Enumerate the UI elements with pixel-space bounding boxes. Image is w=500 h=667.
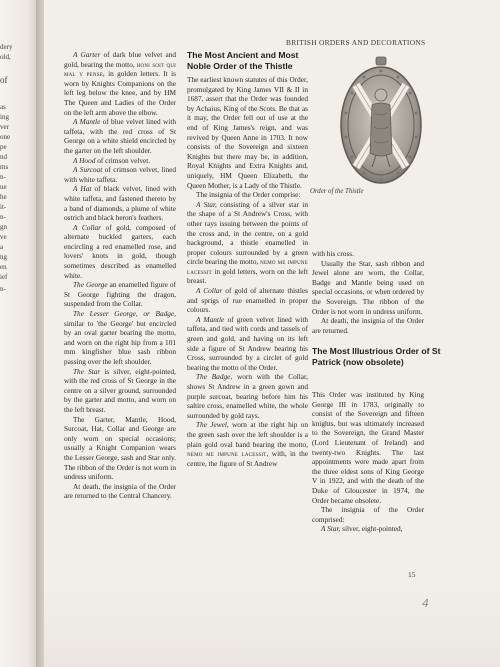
term-george: The George: [73, 280, 108, 290]
text: of black velvet, lined with white taffeta, and fastened thereto by a band of diamonds, a plume of white ostrich and black heron's feathers.: [64, 184, 176, 223]
text: , in golden letters. It is worn by Knights Companions on the left leg below the knee, and by HM The Queen and Ladies of the Order on the left arm above the elbow.: [64, 69, 176, 117]
paragraph-hood: [64, 156, 176, 166]
motto: honi soit qui mal y pense: [64, 59, 176, 79]
text: of crimson velvet, lined with white taffeta.: [64, 165, 176, 184]
facing-page-fragment: n-: [0, 173, 6, 181]
text: of gold, composed of alternate buckled garters, each encircling a red enamelled rose, and lovers' knots in gold, though sometimes described as enamelled white.: [64, 222, 176, 280]
column-thistle: [187, 50, 308, 468]
section-heading-thistle: The Most Ancient and Most Noble Order of the Thistle: [187, 50, 299, 71]
paragraph-thistle-death: At death, the insignia of the Order are returned.: [312, 316, 424, 335]
page-lower-margin: [44, 580, 500, 667]
paragraph-thistle-insignia-intro: The insignia of the Order comprise:: [196, 190, 301, 200]
paragraph-thistle-history: The earliest known statutes of this Order, promulgated by King James VII & II in 1687, assert that the Order was founded by Achaius, King of the Scots. Be that as it may, the Order fell out of use at the end of King James's reign, and was revived by Queen Anne in 1703. It now consists of the Sovereign and sixteen Knights but there may be, in addition, Royal Knights and Extra Knights and, uniquely, HM Queen Elizabeth, the Queen Mother, is a Lady of the Thistle.: [187, 75, 308, 190]
paragraph-thistle-jewel: [187, 420, 308, 468]
motto: nemo me impune lacessit: [187, 449, 267, 459]
facing-page-fragment: dery: [0, 43, 13, 51]
column-st-patrick: [312, 390, 424, 534]
term-jewel: The Jewel,: [196, 420, 229, 430]
facing-page-fragment: he: [0, 193, 7, 201]
facing-page-fragment: ue: [0, 183, 7, 191]
term-star: The Star: [73, 366, 101, 376]
paragraph-st-patrick-history: This Order was instituted by King George III in 1783, originally to consist of the Sovereign and fifteen knights, but was ultimately increased to the Sovereign, the Grand Master (Lord Lieutenant of Ireland) and twenty-two Knights. The last appointments were made apart from the three eldest sons of King George V in 1922, and with the death of the Duke of Gloucester in 1974, the Order became obsolete.: [312, 390, 424, 505]
paragraph-thistle-badge: [187, 372, 308, 420]
term-lesser-george: The Lesser George, or Badge,: [73, 309, 176, 319]
term-mantle: A Mantle: [196, 314, 225, 324]
paragraph-lesser-george: [64, 309, 176, 367]
term-hat: A Hat: [73, 184, 92, 194]
figure-caption: Order of the Thistle: [310, 188, 364, 195]
facing-page-fragment: as: [0, 103, 6, 111]
text: of dark blue velvet and gold, bearing the motto,: [64, 50, 176, 69]
facing-page-fragment: ms: [0, 163, 9, 171]
term-mantle: A Mantle: [73, 117, 101, 127]
paragraph-thistle-usage: Usually the Star, sash ribbon and Jewel alone are worn, the Collar, Badge and Mantle being used on special occasions, or when ordered by the Sovereign. The ribbon of the Order is not worn in undress uniform.: [312, 258, 424, 316]
text: of gold of alternate thistles and sprigs of rue enamelled in proper colours.: [187, 286, 308, 315]
text: , with, in the centre, the figure of St Andrew: [187, 449, 309, 468]
term-star: A Star,: [196, 199, 217, 209]
text: silver, eight-pointed,: [340, 524, 403, 534]
paragraph-thistle-collar: [187, 286, 308, 315]
paragraph-mantle: [64, 117, 176, 155]
paragraph-surcoat: [64, 165, 176, 184]
term-collar: A Collar: [73, 222, 101, 232]
paragraph-continuation: with his cross.: [312, 249, 354, 258]
order-of-the-thistle-badge-icon: [336, 55, 426, 190]
facing-page-fragment: ver: [0, 123, 9, 131]
text: is silver, eight-pointed, with the red cross of St George in the centre on a silver ground, surrounded by the garter and motto, and worn on the left breast.: [64, 366, 176, 414]
paragraph-hat: [64, 184, 176, 222]
paragraph-thistle-mantle: [187, 315, 308, 373]
text: in gold letters, worn on the left breast.: [187, 266, 308, 286]
facing-page-fragment: ing: [0, 113, 9, 121]
paragraph-george: [64, 280, 176, 309]
term-badge: The Badge,: [196, 372, 233, 382]
column-garter-insignia: [64, 50, 176, 501]
page-number: 15: [408, 570, 416, 579]
facing-page-fragment: nd: [0, 153, 7, 161]
facing-page-fragment: ief: [0, 273, 8, 281]
term-hood: A Hood: [73, 155, 96, 165]
running-head: BRITISH ORDERS AND DECORATIONS: [286, 38, 426, 47]
facing-page-fragment: ng: [0, 253, 7, 261]
facing-page-fragment: ve: [0, 233, 7, 241]
facing-page-fragment: gn: [0, 223, 7, 231]
facing-page-fragment: one: [0, 133, 11, 141]
facing-page-edge: [0, 0, 40, 667]
paragraph-collar: [64, 223, 176, 281]
text: of crimson velvet.: [95, 155, 151, 165]
term-surcoat: A Surcoat: [73, 165, 103, 175]
text: worn with the Collar, shows St Andrew in a green gown and purple surcoat, bearing before him his saltire cross, enamelled white, the whole surrounded by gold rays.: [187, 372, 308, 420]
column-thistle-continued: [312, 249, 424, 335]
text: an enamelled figure of St George fighting the dragon, suspended from the Collar.: [64, 280, 176, 309]
facing-page-fragment: a: [0, 243, 4, 251]
paragraph-garter-death: At death, the insignia of the Order are returned to the Central Chancery.: [64, 481, 176, 501]
paragraph-st-patrick-star: [312, 524, 424, 534]
term-collar: A Collar: [196, 286, 223, 296]
facing-page-fragment: pe: [0, 143, 7, 151]
pencil-annotation: 4: [422, 597, 429, 610]
text: consisting of a silver star in the shape of a St Andrew's Cross, with other rays issuing between the points of the cross and, in the centre, on a gold background, a thistle enamelled in proper colours surrounded by a green circle bearing the motto,: [187, 199, 308, 267]
paragraph-special-occasions: The Garter, Mantle, Hood, Surcoat, Hat, Collar and George are only worn on special occasions; usually a Knight Companion wears the Lesser George, sash and Star only. The ribbon of the Order is not worn in undress uniform.: [64, 414, 176, 482]
facing-page-fragment: old,: [0, 53, 11, 61]
text: of blue velvet lined with taffeta, with the red cross of St George on a white shield encircled by the garter on the left shoulder.: [64, 117, 176, 155]
paragraph-st-patrick-insignia-intro: The insignia of the Order comprised:: [312, 505, 424, 524]
facing-page-fragment: en: [0, 263, 7, 271]
term-garter: A Garter: [73, 50, 101, 59]
section-heading-st-patrick: The Most Illustrious Order of St Patrick (now obsolete): [312, 346, 441, 367]
facing-page-fragment: it-: [0, 203, 7, 211]
facing-page-fragment: of: [0, 75, 8, 85]
paragraph-garter: [64, 50, 176, 117]
paragraph-star: [64, 367, 176, 415]
text: worn at the right hip on the green sash over the left shoulder is a plain gold oval band bearing the motto,: [187, 420, 308, 449]
paragraph-thistle-star: [187, 200, 308, 286]
motto: nemo me impune lacessit: [187, 257, 308, 276]
facing-page-fragment: n-: [0, 285, 6, 293]
facing-page-fragment: n-: [0, 213, 6, 221]
term-star: A Star,: [321, 524, 341, 534]
text: similar to 'the George' but encircled by an oval garter bearing the motto, and worn on the right hip from a 101 mm kingfisher blue sash ribbon passing over the left shoulder.: [64, 318, 176, 366]
text: of green velvet lined with taffeta, and tied with cords and tassels of green and gold, and having on its left side a figure of St Andrew bearing his Cross, surrounded by a circlet of gold bearing the motto of the Order.: [187, 314, 308, 372]
